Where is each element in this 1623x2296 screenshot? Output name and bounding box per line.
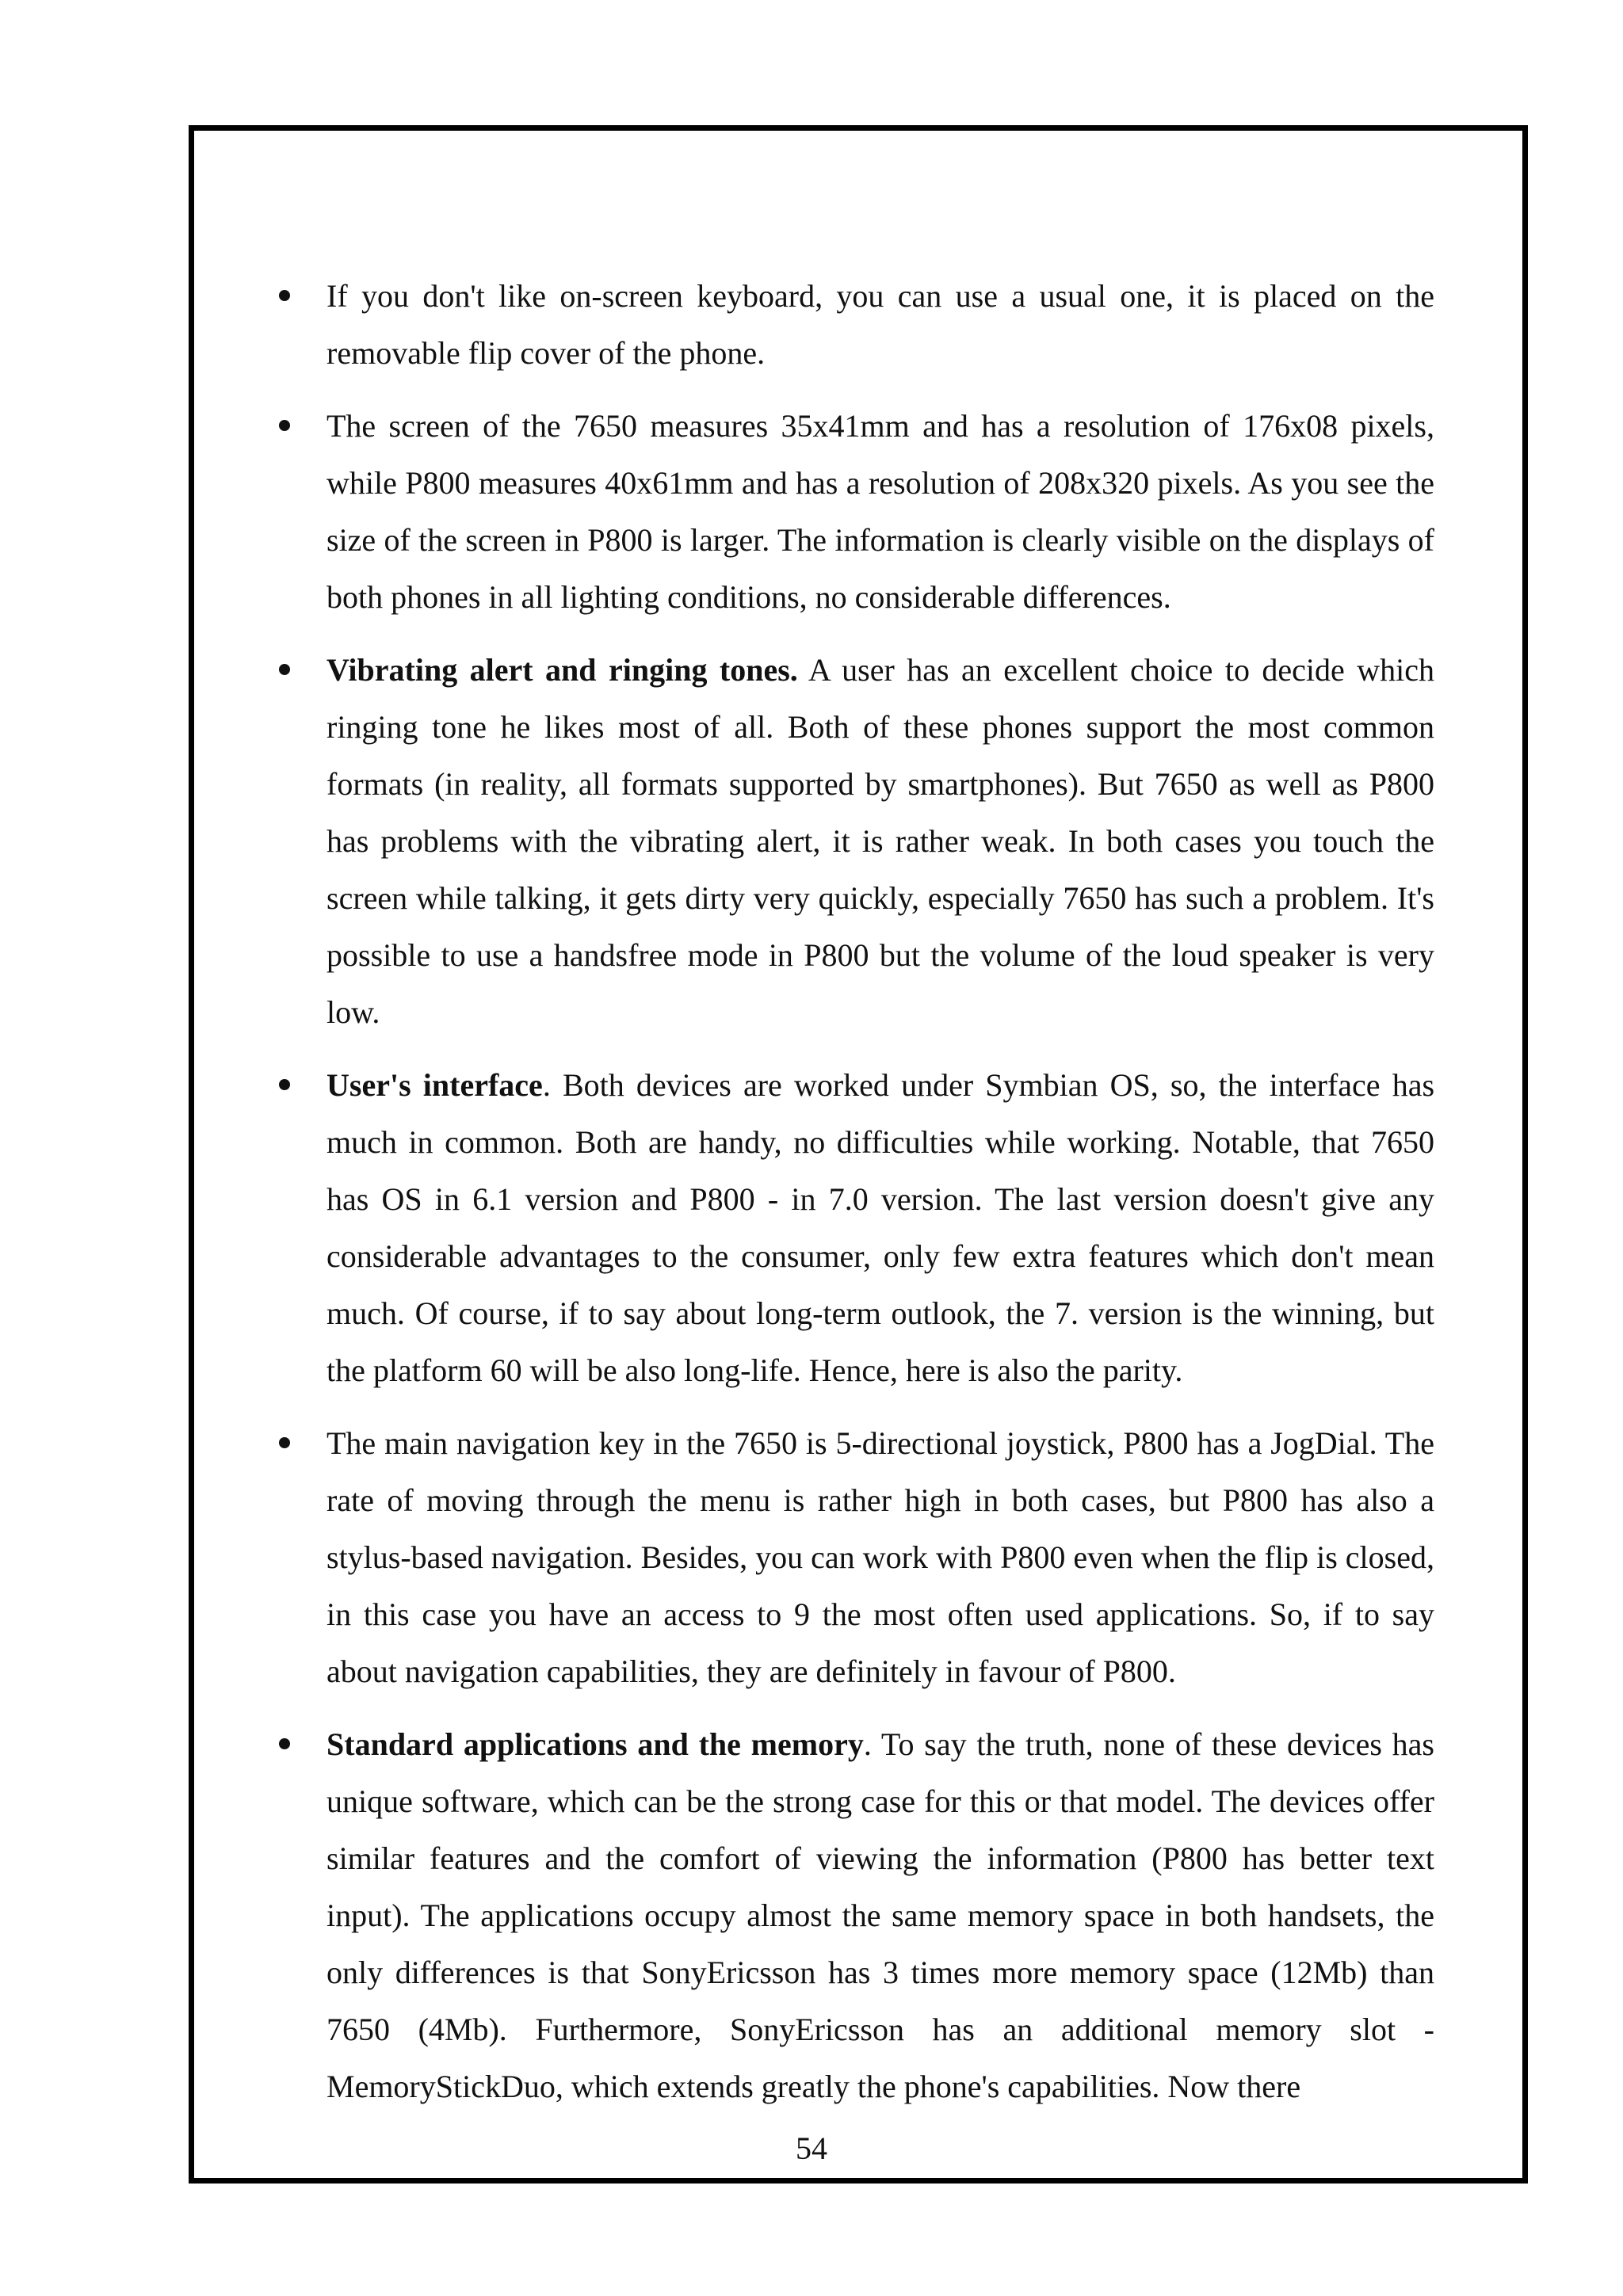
bullet-text: If you don't like on-screen keyboard, you can use a usual one, it is placed on the removable flip cover of the phone. xyxy=(327,278,1434,371)
bullet-text: The screen of the 7650 measures 35x41mm and has a resolution of 176x08 pixels, while P800 measures 40x61mm and has a resolution of 208x320 pixels. As you see the size of the screen in P800 is larger. The information is clearly visible on the displays of both phones in all lighting conditions, no considerable differences. xyxy=(327,408,1434,615)
bullet-text: A user has an excellent choice to decide which ringing tone he likes most of all. Both of these phones support the most common formats (in reality, all formats supported by smartphones). But 7650 as well as P800 has problems with the vibrating alert, it is rather weak. In both cases you touch the screen while talking, it gets dirty very quickly, especially 7650 has such a problem. It's possible to use a handsfree mode in P800 but the volume of the loud speaker is very low. xyxy=(327,652,1434,1030)
bullet-navigation xyxy=(269,1415,1434,1700)
bullet-text: . To say the truth, none of these devices has unique software, which can be the strong case for this or that model. The devices offer similar features and the comfort of viewing the information (P800 has better text input). The applications occupy almost the same memory space in both handsets, the only differences is that SonyEricsson has 3 times more memory space (12Mb) than 7650 (4Mb). Furthermore, SonyEricsson has an additional memory slot - MemoryStickDuo, which extends greatly the phone's capabilities. Now there xyxy=(327,1726,1434,2104)
bullet-lead: User's interface xyxy=(327,1067,543,1103)
bullet-keyboard xyxy=(269,268,1434,382)
page-number: 54 xyxy=(796,2130,827,2166)
bullet-dot-icon xyxy=(279,664,290,675)
bullet-lead: Vibrating alert and ringing tones. xyxy=(327,652,798,688)
bullet-text: The main navigation key in the 7650 is 5-directional joystick, P800 has a JogDial. The rate of moving through the menu is rather high in both cases, but P800 has also a stylus-based navigation. Besides, you can work with P800 even when the flip is closed, in this case you have an access to 9 the most often used applications. So, if to say about navigation capabilities, they are definitely in favour of P800. xyxy=(327,1425,1434,1689)
bullet-dot-icon xyxy=(279,1079,290,1090)
bullet-text: . Both devices are worked under Symbian OS, so, the interface has much in common. Both are handy, no difficulties while working. Notable, that 7650 has OS in 6.1 version and P800 - in 7.0 version. The last version doesn't give any considerable advantages to the consumer, only few extra features which don't mean much. Of course, if to say about long-term outlook, the 7. version is the winning, but the platform 60 will be also long-life. Hence, here is also the parity. xyxy=(327,1067,1435,1388)
bullet-dot-icon xyxy=(279,1738,290,1749)
bullet-lead: Standard applications and the memory xyxy=(327,1726,864,1762)
bullet-list xyxy=(269,268,1434,2131)
bullet-dot-icon xyxy=(279,290,290,301)
bullet-dot-icon xyxy=(279,420,290,431)
bullet-screen xyxy=(269,398,1434,626)
bullet-user-interface xyxy=(269,1057,1434,1399)
bullet-applications-memory xyxy=(269,1716,1434,2115)
bullet-dot-icon xyxy=(279,1437,290,1448)
bullet-vibrating-alert xyxy=(269,642,1434,1041)
